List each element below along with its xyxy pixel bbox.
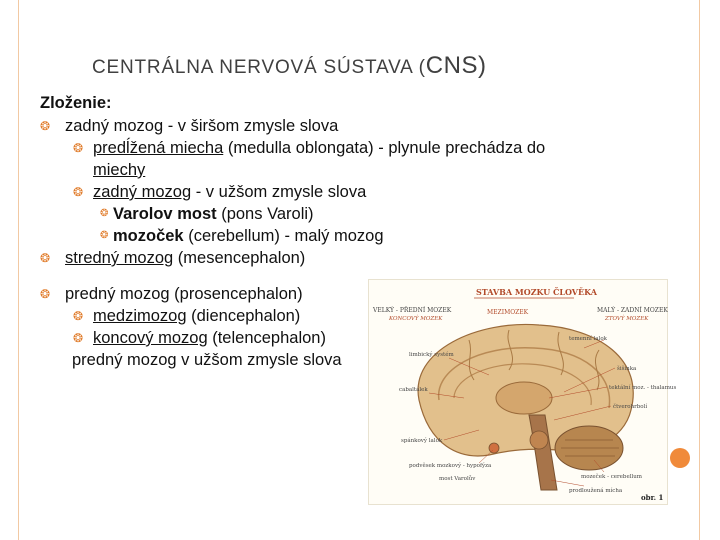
label-thalamus: tektální moz. - thalamus — [609, 385, 677, 391]
bullet-icon: ❂ — [40, 251, 51, 265]
label-diencephalon: MEZIMOZEK — [487, 309, 529, 316]
label-colliculi: čtverohrbolí — [613, 404, 648, 410]
telencephalon-note: predný mozog v užšom zmysle slova — [72, 351, 342, 369]
brain-diagram — [368, 279, 677, 505]
bullet-icon: ❂ — [100, 208, 109, 219]
bullet-icon: ❂ — [100, 230, 109, 241]
list-item-medulla: ❂ predĺžená miecha (medulla oblongata) - plynule prechádza do miechy — [73, 139, 546, 179]
label-telencephalon: KONCOVÝ MOZEK — [389, 316, 443, 322]
list-item-forebrain: ❂ predný mozog (prosencephalon) — [40, 285, 303, 303]
list-item-hindbrain-narrow: ❂ zadný mozog - v užšom zmysle slova — [73, 183, 367, 201]
bullet-icon: ❂ — [73, 331, 84, 345]
slide-title: CENTRÁLNA NERVOVÁ SÚSTAVA (CNS) — [92, 52, 487, 79]
list-item-hindbrain: ❂ zadný mozog - v širšom zmysle slova — [40, 117, 339, 135]
label-temporal-lobe: spánkový lalok — [401, 438, 443, 444]
label-forebrain: VELKÝ - PŘEDNÍ MOZEK — [373, 307, 452, 314]
label-pons: most Varolův — [439, 476, 476, 482]
bullet-icon: ❂ — [73, 185, 84, 199]
bullet-icon: ❂ — [73, 309, 84, 323]
label-parietal: temenní lalok — [569, 336, 607, 342]
diagram-title: STAVBA MOZKU ČLOVĚKA — [476, 287, 597, 297]
bullet-icon: ❂ — [73, 141, 84, 155]
list-item-cerebellum: ❂ mozoček (cerebellum) - malý mozog — [100, 227, 384, 245]
brain-illustration — [369, 280, 677, 504]
list-item-pons: ❂ Varolov most (pons Varoli) — [100, 205, 314, 223]
label-medulla: prodloužená mícha — [569, 488, 623, 494]
figure-number: obr. 1 — [641, 493, 664, 502]
label-hindbrain: MALÝ - ZADNÍ MOZEK — [597, 307, 668, 314]
label-pituitary: podvěsek mozkový - hypofýza — [409, 463, 492, 469]
label-limbic: limbický systém — [409, 352, 454, 358]
label-hindbrain-sub: ZTOVÝ MOZEK — [605, 316, 649, 322]
section-heading: Zloženie: — [40, 94, 112, 112]
list-item-telencephalon: ❂ koncový mozog (telencephalon) — [73, 329, 326, 347]
label-pineal: šišinka — [617, 366, 637, 372]
list-item-midbrain: ❂ stredný mozog (mesencephalon) — [40, 249, 306, 267]
decorative-circle — [670, 448, 690, 468]
bullet-icon: ❂ — [40, 287, 51, 301]
label-cerebellum: mozeček - cerebellum — [581, 474, 642, 480]
label-cabaltalek: cabaltálek — [399, 387, 428, 393]
list-item-diencephalon: ❂ medzimozog (diencephalon) — [73, 307, 301, 325]
bullet-icon: ❂ — [40, 119, 51, 133]
